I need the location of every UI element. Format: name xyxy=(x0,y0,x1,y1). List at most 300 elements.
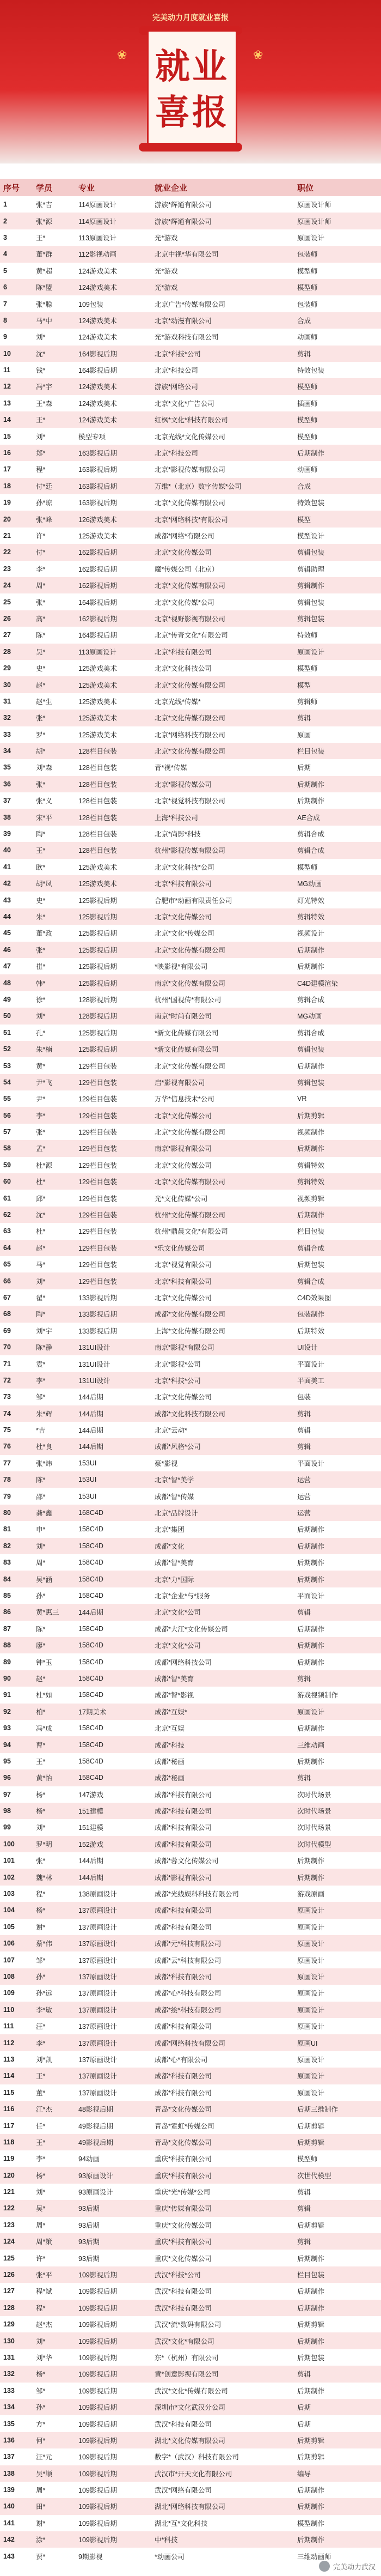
table-row xyxy=(0,2383,381,2399)
position: 特效包装 xyxy=(294,494,381,511)
major: 162影视后期 xyxy=(75,561,151,577)
row-number: 102 xyxy=(0,1869,33,1885)
major: 129栏目包装 xyxy=(75,1140,151,1156)
table-row xyxy=(0,1455,381,1471)
table-row xyxy=(0,2300,381,2316)
major: 158C4D xyxy=(75,1653,151,1670)
table-row xyxy=(0,1157,381,1173)
table-row xyxy=(0,1422,381,1438)
row-number: 46 xyxy=(0,942,33,958)
position: 模型 xyxy=(294,511,381,527)
table-row xyxy=(0,1190,381,1206)
student-name: 张* xyxy=(33,1124,75,1140)
table-row xyxy=(0,610,381,627)
major: 129栏目包装 xyxy=(75,1124,151,1140)
position: 后期制作 xyxy=(294,1621,381,1637)
table-row xyxy=(0,1090,381,1107)
position: 运营 xyxy=(294,1471,381,1488)
row-number: 82 xyxy=(0,1538,33,1554)
position: 次世代模型 xyxy=(294,2167,381,2183)
table-row xyxy=(0,1886,381,1902)
table-row xyxy=(0,1041,381,1057)
row-number: 125 xyxy=(0,2250,33,2266)
row-number: 92 xyxy=(0,1704,33,1720)
employer: 游族*辉通有限公司 xyxy=(151,213,294,229)
major: 144后期 xyxy=(75,1604,151,1620)
major: 144后期 xyxy=(75,1438,151,1454)
student-name: 付*廷 xyxy=(33,478,75,494)
student-name: 孙*琼 xyxy=(33,494,75,511)
row-number: 34 xyxy=(0,743,33,759)
table-row xyxy=(0,2200,381,2216)
student-name: 董*群 xyxy=(33,246,75,262)
major: 124游戏美术 xyxy=(75,329,151,345)
position: 后期制作 xyxy=(294,1140,381,1156)
major: 153UI xyxy=(75,1488,151,1504)
student-name: 吴*顺 xyxy=(33,2465,75,2482)
student-name: 李* xyxy=(33,561,75,577)
table-row xyxy=(0,1704,381,1720)
position: 剪辑合成 xyxy=(294,1272,381,1289)
position: 后期包装 xyxy=(294,2349,381,2366)
employer: 成都*文化传媒有限公司 xyxy=(151,1306,294,1322)
major: 113原画设计 xyxy=(75,644,151,660)
row-number: 64 xyxy=(0,1240,33,1256)
position: 后期制作 xyxy=(294,1571,381,1587)
position: 灯光特效 xyxy=(294,892,381,908)
major: 93后期 xyxy=(75,2217,151,2233)
major: 137原画设计 xyxy=(75,2084,151,2101)
employer: 成都*互娱* xyxy=(151,1704,294,1720)
student-name: 邹* xyxy=(33,1389,75,1405)
employer: 合肥市*动画有限责任公司 xyxy=(151,892,294,908)
table-row xyxy=(0,295,381,312)
student-name: 徐* xyxy=(33,991,75,1008)
row-number: 110 xyxy=(0,2002,33,2018)
major: 114原画设计 xyxy=(75,196,151,213)
table-row xyxy=(0,411,381,428)
position: 剪辑包装 xyxy=(294,1074,381,1090)
row-number: 109 xyxy=(0,1985,33,2001)
table-row xyxy=(0,246,381,262)
student-name: 崔* xyxy=(33,958,75,974)
employer: 光*游戏 xyxy=(151,263,294,279)
position: 原画 xyxy=(294,726,381,743)
student-name: 邱* xyxy=(33,1190,75,1206)
row-number: 25 xyxy=(0,593,33,610)
employer: 北京*文化传媒有限公司 xyxy=(151,1124,294,1140)
table-row xyxy=(0,2101,381,2117)
major: 158C4D xyxy=(75,1637,151,1653)
major: 128影视后期 xyxy=(75,1008,151,1024)
employer: 魔*传媒公司（北京） xyxy=(151,561,294,577)
employer: 北京*动漫有限公司 xyxy=(151,312,294,329)
major: 131UI设计 xyxy=(75,1355,151,1372)
student-name: 杨* xyxy=(33,1803,75,1819)
row-number: 18 xyxy=(0,478,33,494)
table-row xyxy=(0,1919,381,1935)
row-number: 66 xyxy=(0,1272,33,1289)
student-name: 程* xyxy=(33,2300,75,2316)
table-row xyxy=(0,1057,381,1074)
position: 特效师 xyxy=(294,627,381,643)
position: 后期制作 xyxy=(294,1852,381,1869)
row-number: 70 xyxy=(0,1339,33,1355)
row-number: 112 xyxy=(0,2034,33,2051)
row-number: 78 xyxy=(0,1471,33,1488)
student-name: 陈* xyxy=(33,1471,75,1488)
major: 168C4D xyxy=(75,1505,151,1521)
table-row xyxy=(0,2068,381,2084)
student-name: 陶* xyxy=(33,826,75,842)
major: 125影视后期 xyxy=(75,1025,151,1041)
table-row xyxy=(0,279,381,295)
title-line-2: 喜报 xyxy=(155,93,229,132)
student-name: 李*敏 xyxy=(33,2002,75,2018)
student-name: 孙* xyxy=(33,1968,75,1985)
position: 后期制作 xyxy=(294,1720,381,1736)
row-number: 52 xyxy=(0,1041,33,1057)
major: 112影视动画 xyxy=(75,246,151,262)
table-row xyxy=(0,925,381,941)
position: 视频制作 xyxy=(294,1124,381,1140)
student-name: 冯*成 xyxy=(33,1720,75,1736)
major: 158C4D xyxy=(75,1769,151,1786)
student-name: 董*政 xyxy=(33,925,75,941)
row-number: 105 xyxy=(0,1919,33,1935)
position: 剪辑 xyxy=(294,1604,381,1620)
major: 138原画设计 xyxy=(75,1886,151,1902)
row-number: 4 xyxy=(0,246,33,262)
position: 剪辑 xyxy=(294,1438,381,1454)
row-number: 90 xyxy=(0,1670,33,1687)
employer: 黄*创意影视有限公司 xyxy=(151,2366,294,2382)
major: 137原画设计 xyxy=(75,2002,151,2018)
employer: 北京*智*美学 xyxy=(151,1471,294,1488)
major: 158C4D xyxy=(75,1554,151,1571)
title-line-1: 就业 xyxy=(155,47,229,86)
row-number: 30 xyxy=(0,676,33,693)
student-name: 方* xyxy=(33,2415,75,2432)
student-name: 张*源 xyxy=(33,213,75,229)
row-number: 80 xyxy=(0,1505,33,1521)
employer: 成都*智*传媒 xyxy=(151,1488,294,1504)
position: 插画师 xyxy=(294,395,381,411)
major: 49影视后期 xyxy=(75,2134,151,2150)
major: 137原画设计 xyxy=(75,2051,151,2068)
position: 编导 xyxy=(294,2465,381,2482)
table-row xyxy=(0,2134,381,2150)
employer: 北京*网络科技*有限公司 xyxy=(151,511,294,527)
row-number: 16 xyxy=(0,445,33,461)
student-name: 王* xyxy=(33,2134,75,2150)
table-row xyxy=(0,1025,381,1041)
position: 后期制作 xyxy=(294,2300,381,2316)
position: 栏目包装 xyxy=(294,2266,381,2283)
student-name: 张*平 xyxy=(33,2266,75,2283)
table-row xyxy=(0,395,381,411)
major: 137原画设计 xyxy=(75,1935,151,1951)
employer: 北京*科技公司 xyxy=(151,362,294,378)
position: 包装 xyxy=(294,1389,381,1405)
employer: 北京*文化*传媒公司 xyxy=(151,925,294,941)
row-number: 121 xyxy=(0,2184,33,2200)
employer: 启*影视有限公司 xyxy=(151,1074,294,1090)
major: 137原画设计 xyxy=(75,1951,151,1968)
student-name: 张*峰 xyxy=(33,511,75,527)
employer: 成都*蓉文化传媒公司 xyxy=(151,1852,294,1869)
position: 后期制作 xyxy=(294,445,381,461)
table-row xyxy=(0,1074,381,1090)
employer: 北京*文化*公司 xyxy=(151,1637,294,1653)
student-name: 杜* xyxy=(33,1173,75,1190)
position: 剪辑 xyxy=(294,346,381,362)
major: 158C4D xyxy=(75,1670,151,1687)
employer: 北京*文化传媒公司 xyxy=(151,1107,294,1123)
student-name: 冯*宇 xyxy=(33,378,75,395)
employer: 北京*力*国际 xyxy=(151,1571,294,1587)
table-row xyxy=(0,1256,381,1272)
major: 125影视后期 xyxy=(75,974,151,991)
table-row xyxy=(0,2117,381,2133)
major: 93后期 xyxy=(75,2233,151,2250)
employer: 重庆*科技有限公司 xyxy=(151,2167,294,2183)
student-name: 罗*明 xyxy=(33,1836,75,1852)
row-number: 91 xyxy=(0,1687,33,1703)
major: 109影视后期 xyxy=(75,2349,151,2366)
position: 后期制作 xyxy=(294,1057,381,1074)
position: 剪辑 xyxy=(294,1405,381,1422)
table-row xyxy=(0,2415,381,2432)
employer: 成都*绘*科技有限公司 xyxy=(151,2002,294,2018)
row-number: 38 xyxy=(0,809,33,825)
position: 三维动画 xyxy=(294,1736,381,1753)
employer: 北京*科技*公司 xyxy=(151,1372,294,1389)
employer: 北京*互娱 xyxy=(151,1720,294,1736)
major: 109影视后期 xyxy=(75,2332,151,2349)
major: 109影视后期 xyxy=(75,2266,151,2283)
major: 158C4D xyxy=(75,1621,151,1637)
position: 后期制作 xyxy=(294,2283,381,2299)
student-name: 曹* xyxy=(33,1736,75,1753)
student-name: 尹*飞 xyxy=(33,1074,75,1090)
table-row xyxy=(0,1786,381,1803)
position: 原画设计 xyxy=(294,1951,381,1968)
employer: 北京*文化传媒公司 xyxy=(151,544,294,560)
employer: 光*游戏 xyxy=(151,279,294,295)
table-row xyxy=(0,1653,381,1670)
row-number: 122 xyxy=(0,2200,33,2216)
major: 109影视后期 xyxy=(75,2531,151,2548)
employer: 北京*科技有限公司 xyxy=(151,1272,294,1289)
wechat-account-icon xyxy=(319,2561,330,2572)
table-row xyxy=(0,792,381,809)
major: 125游戏美术 xyxy=(75,875,151,892)
student-name: 王* xyxy=(33,2068,75,2084)
major: 129栏目包装 xyxy=(75,1157,151,1173)
table-row xyxy=(0,2002,381,2018)
table-row xyxy=(0,196,381,213)
row-number: 5 xyxy=(0,263,33,279)
position: 剪辑 xyxy=(294,1670,381,1687)
table-row xyxy=(0,1587,381,1604)
table-row xyxy=(0,826,381,842)
employer: 杭州*文化传媒有限公司 xyxy=(151,1207,294,1223)
position: 剪辑特效 xyxy=(294,1173,381,1190)
major: 147游戏 xyxy=(75,1786,151,1803)
row-number: 39 xyxy=(0,826,33,842)
major: 164影视后期 xyxy=(75,362,151,378)
table-row xyxy=(0,1339,381,1355)
row-number: 115 xyxy=(0,2084,33,2101)
row-number: 67 xyxy=(0,1289,33,1306)
employer: 成都*科技 xyxy=(151,1736,294,1753)
column-header: 就业企业 xyxy=(151,179,294,196)
position: 次时代场景 xyxy=(294,1786,381,1803)
row-number: 106 xyxy=(0,1935,33,1951)
row-number: 123 xyxy=(0,2217,33,2233)
employer: 北京*品牌设计 xyxy=(151,1505,294,1521)
table-row xyxy=(0,660,381,676)
employer: 武汉*科技有限公司 xyxy=(151,2415,294,2432)
row-number: 58 xyxy=(0,1140,33,1156)
student-name: 刘* xyxy=(33,1272,75,1289)
table-row xyxy=(0,2399,381,2415)
table-row xyxy=(0,229,381,246)
student-name: 赵* xyxy=(33,676,75,693)
employer: 北京*视觉科技有限公司 xyxy=(151,792,294,809)
table-row xyxy=(0,511,381,527)
major: 162影视后期 xyxy=(75,544,151,560)
table-row xyxy=(0,1621,381,1637)
table-row xyxy=(0,2184,381,2200)
employer: 万华*信息技术*公司 xyxy=(151,1090,294,1107)
row-number: 19 xyxy=(0,494,33,511)
position: 原画设计 xyxy=(294,229,381,246)
major: 109影视后期 xyxy=(75,2482,151,2498)
student-name: 尹* xyxy=(33,1090,75,1107)
position: 后期制作 xyxy=(294,776,381,792)
major: 137原画设计 xyxy=(75,1919,151,1935)
row-number: 117 xyxy=(0,2117,33,2133)
position: 剪辑包装 xyxy=(294,1041,381,1057)
major: 129栏目包装 xyxy=(75,1173,151,1190)
row-number: 95 xyxy=(0,1753,33,1769)
position: 模型师 xyxy=(294,2150,381,2167)
employer: 北京*文化传媒有限公司 xyxy=(151,710,294,726)
row-number: 71 xyxy=(0,1355,33,1372)
row-number: 45 xyxy=(0,925,33,941)
table-row xyxy=(0,2167,381,2183)
student-name: 张*义 xyxy=(33,792,75,809)
table-row xyxy=(0,544,381,560)
employer: 成都*科技有限公司 xyxy=(151,2068,294,2084)
employer: 成都*科技有限公司 xyxy=(151,1968,294,1985)
student-name: 吴* xyxy=(33,644,75,660)
major: 128栏目包装 xyxy=(75,792,151,809)
position: 原画设计 xyxy=(294,1935,381,1951)
major: 124游戏美术 xyxy=(75,263,151,279)
position: 剪辑 xyxy=(294,710,381,726)
row-number: 98 xyxy=(0,1803,33,1819)
table-row xyxy=(0,2531,381,2548)
student-name: 邹* xyxy=(33,1951,75,1968)
student-name: 沈* xyxy=(33,1207,75,1223)
student-name: 汪*元 xyxy=(33,2448,75,2465)
employer: 重庆*光*传媒*公司 xyxy=(151,2184,294,2200)
employer: 武汉*科技有限公司 xyxy=(151,2283,294,2299)
student-name: 周* xyxy=(33,2217,75,2233)
table-row xyxy=(0,1819,381,1835)
position: AE合成 xyxy=(294,809,381,825)
student-name: 谢* xyxy=(33,1919,75,1935)
table-row xyxy=(0,1571,381,1587)
row-number: 81 xyxy=(0,1521,33,1537)
row-number: 107 xyxy=(0,1951,33,1968)
major: 128栏目包装 xyxy=(75,826,151,842)
table-row xyxy=(0,1107,381,1123)
major: 125游戏美术 xyxy=(75,710,151,726)
position: 三维动画师 xyxy=(294,2548,381,2564)
employer: 北京*企业*与*服务 xyxy=(151,1587,294,1604)
major: 125影视后期 xyxy=(75,908,151,925)
major: 109影视后期 xyxy=(75,2465,151,2482)
major: 109影视后期 xyxy=(75,2366,151,2382)
major: 131UI设计 xyxy=(75,1339,151,1355)
employer: 北京*文化*广告公司 xyxy=(151,395,294,411)
row-number: 103 xyxy=(0,1886,33,1902)
position: 原画设计 xyxy=(294,1985,381,2001)
student-name: 黄*怡 xyxy=(33,1769,75,1786)
row-number: 26 xyxy=(0,610,33,627)
major: 137原画设计 xyxy=(75,1985,151,2001)
row-number: 29 xyxy=(0,660,33,676)
table-row xyxy=(0,2515,381,2531)
table-row xyxy=(0,2250,381,2266)
table-row xyxy=(0,593,381,610)
position: 包装师 xyxy=(294,246,381,262)
row-number: 139 xyxy=(0,2482,33,2498)
page-title xyxy=(147,44,237,135)
major: 109影视后期 xyxy=(75,2399,151,2415)
row-number: 23 xyxy=(0,561,33,577)
student-name: 谢* xyxy=(33,2515,75,2531)
row-number: 53 xyxy=(0,1057,33,1074)
row-number: 49 xyxy=(0,991,33,1008)
position: 视频剪辑 xyxy=(294,1190,381,1206)
position: 剪辑 xyxy=(294,2200,381,2216)
position: 栏目包装 xyxy=(294,743,381,759)
student-name: 胡* xyxy=(33,743,75,759)
major: 162影视后期 xyxy=(75,577,151,593)
major: 128栏目包装 xyxy=(75,842,151,858)
row-number: 132 xyxy=(0,2366,33,2382)
row-number: 20 xyxy=(0,511,33,527)
employer: 成都*网络科技公司 xyxy=(151,1653,294,1670)
row-number: 56 xyxy=(0,1107,33,1123)
position: UI设计 xyxy=(294,1339,381,1355)
employer: 北京*科技有限公司 xyxy=(151,875,294,892)
major: 129栏目包装 xyxy=(75,1240,151,1256)
table-row xyxy=(0,1207,381,1223)
row-number: 108 xyxy=(0,1968,33,1985)
row-number: 21 xyxy=(0,528,33,544)
table-row xyxy=(0,1008,381,1024)
employer: 成都*光线娱科科技有限公司 xyxy=(151,1886,294,1902)
student-name: 黄*超 xyxy=(33,263,75,279)
table-row xyxy=(0,676,381,693)
student-name: 董* xyxy=(33,2084,75,2101)
